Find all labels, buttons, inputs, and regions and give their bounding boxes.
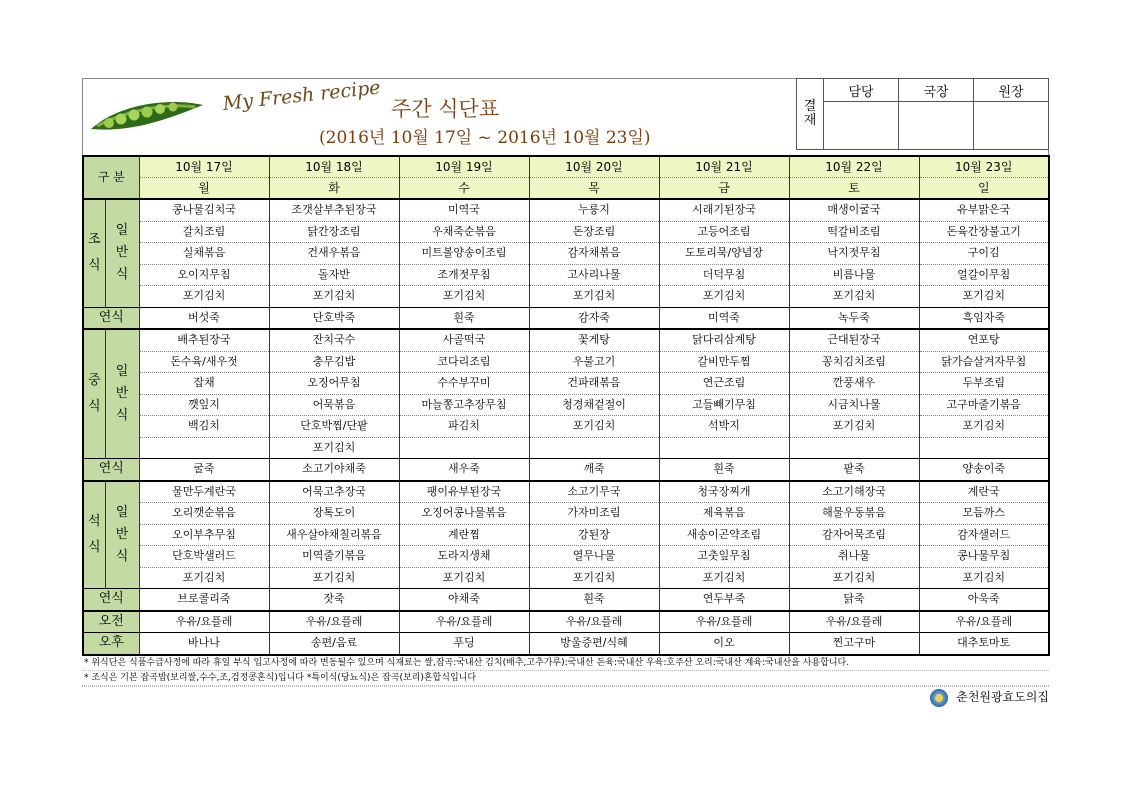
menu-item: 조갯살부추된장국 (269, 199, 399, 221)
menu-item: 실채볶음 (139, 243, 269, 265)
approval-role: 국장 (899, 79, 974, 102)
menu-item: 건파래볶음 (529, 373, 659, 395)
menu-item: 소고기무국 (529, 481, 659, 503)
menu-period: (2016년 10월 17일 ~ 2016년 10월 23일) (319, 128, 651, 148)
menu-item: 갈비만두찜 (659, 351, 789, 373)
menu-item: 포기김치 (789, 416, 919, 438)
meal-subtype: 일반식 (105, 481, 139, 589)
menu-item: 누룽지 (529, 199, 659, 221)
snack-item: 바나나 (139, 633, 269, 655)
menu-item: 돌자반 (269, 264, 399, 286)
menu-item: 낙지젓무침 (789, 243, 919, 265)
menu-item: 떡갈비조림 (789, 221, 919, 243)
category-header: 구 분 (83, 156, 139, 199)
menu-item: 취나물 (789, 546, 919, 568)
menu-item: 구이김 (919, 243, 1049, 265)
approval-label: 결 재 (797, 79, 824, 150)
menu-item: 고구마줄기볶음 (919, 394, 1049, 416)
menu-item: 새우살야채칠리볶음 (269, 524, 399, 546)
menu-item: 콩나물김치국 (139, 199, 269, 221)
menu-item: 미역국 (399, 199, 529, 221)
snack-item: 송편/음료 (269, 633, 399, 655)
menu-item: 도토리묵/양념장 (659, 243, 789, 265)
menu-item: 콩나물무침 (919, 546, 1049, 568)
menu-item: 포기김치 (919, 567, 1049, 589)
menu-item: 고춧잎무침 (659, 546, 789, 568)
menu-item: 오이부추무침 (139, 524, 269, 546)
menu-item: 고사리나물 (529, 264, 659, 286)
pea-pod-logo (87, 93, 207, 139)
soft-diet-item: 굴죽 (139, 459, 269, 481)
menu-item: 포기김치 (399, 567, 529, 589)
soft-diet-item: 미역죽 (659, 307, 789, 329)
note-line: * 위식단은 식품수급사정에 따라 휴일 부식 입고사정에 따라 변동될수 있으며 식재료는 쌀,잡곡:국내산 김치(배추,고추가루):국내산 돈육:국내산 우육:호주산 오리:국내산 계육:국내산을 사용합니다. (82, 656, 1049, 671)
approval-box (796, 78, 1049, 150)
menu-item: 코다리조림 (399, 351, 529, 373)
soft-diet-item: 양송이죽 (919, 459, 1049, 481)
snack-item: 찐고구마 (789, 633, 919, 655)
soft-diet-item: 흰죽 (659, 459, 789, 481)
menu-item: 제육볶음 (659, 503, 789, 525)
menu-item: 팽이유부된장국 (399, 481, 529, 503)
menu-item: 백김치 (139, 416, 269, 438)
soft-diet-item: 흰죽 (529, 589, 659, 611)
meal-name: 중식 (83, 329, 105, 459)
soft-diet-item: 단호박죽 (269, 307, 399, 329)
menu-item: 우불고기 (529, 351, 659, 373)
menu-item: 깐풍새우 (789, 373, 919, 395)
menu-item: 물만두계란국 (139, 481, 269, 503)
menu-item: 감자채볶음 (529, 243, 659, 265)
menu-item: 포기김치 (139, 286, 269, 308)
menu-item: 포기김치 (399, 286, 529, 308)
menu-item: 소고기해장국 (789, 481, 919, 503)
menu-item: 돈수육/새우젓 (139, 351, 269, 373)
menu-item: 미역줄기볶음 (269, 546, 399, 568)
day-date: 10월 19일 (399, 156, 529, 178)
org-name: 춘천원광효도의집 (956, 690, 1049, 704)
day-date: 10월 23일 (919, 156, 1049, 178)
menu-item: 파김치 (399, 416, 529, 438)
signature-cell[interactable] (974, 102, 1049, 150)
approval-role: 원장 (974, 79, 1049, 102)
menu-item: 장톡도이 (269, 503, 399, 525)
menu-item: 포기김치 (789, 567, 919, 589)
menu-item: 오리깻순볶음 (139, 503, 269, 525)
menu-item: 닭간장조림 (269, 221, 399, 243)
meal-name: 석식 (83, 481, 105, 589)
menu-item: 돈장조림 (529, 221, 659, 243)
day-date: 10월 17일 (139, 156, 269, 178)
day-weekday: 수 (399, 178, 529, 200)
menu-item: 고들빼기무침 (659, 394, 789, 416)
menu-item: 단호박찜/단팥 (269, 416, 399, 438)
menu-item: 계란국 (919, 481, 1049, 503)
soft-diet-label: 연식 (83, 589, 139, 611)
menu-item (529, 437, 659, 459)
day-date: 10월 18일 (269, 156, 399, 178)
menu-item: 조개젓무침 (399, 264, 529, 286)
menu-item: 도라지생채 (399, 546, 529, 568)
menu-item: 단호박샐러드 (139, 546, 269, 568)
menu-item (919, 437, 1049, 459)
menu-item: 마늘쫑고추장무침 (399, 394, 529, 416)
soft-diet-item: 흰죽 (399, 307, 529, 329)
menu-item: 닭가슴살겨자무침 (919, 351, 1049, 373)
menu-item: 꽃게탕 (529, 329, 659, 351)
menu-item: 석박지 (659, 416, 789, 438)
menu-item: 포기김치 (269, 567, 399, 589)
menu-item: 근대된장국 (789, 329, 919, 351)
menu-item (399, 437, 529, 459)
menu-item: 두부조림 (919, 373, 1049, 395)
menu-item: 포기김치 (529, 416, 659, 438)
notes (82, 656, 1049, 687)
menu-item: 시금치나물 (789, 394, 919, 416)
menu-item: 우채죽순볶음 (399, 221, 529, 243)
menu-item (659, 437, 789, 459)
day-date: 10월 20일 (529, 156, 659, 178)
day-weekday: 목 (529, 178, 659, 200)
menu-item: 계란찜 (399, 524, 529, 546)
menu-item: 돈육간장불고기 (919, 221, 1049, 243)
page-title: 주간 식단표 (391, 97, 500, 121)
menu-item: 포기김치 (269, 437, 399, 459)
menu-item: 사골떡국 (399, 329, 529, 351)
soft-diet-item: 녹두죽 (789, 307, 919, 329)
signature-cell[interactable] (824, 102, 899, 150)
menu-item: 오이지무침 (139, 264, 269, 286)
soft-diet-item: 감자죽 (529, 307, 659, 329)
menu-item: 비름나물 (789, 264, 919, 286)
menu-item (789, 437, 919, 459)
menu-item: 배추된장국 (139, 329, 269, 351)
menu-sheet (82, 76, 1049, 704)
menu-item: 포기김치 (919, 286, 1049, 308)
menu-item: 포기김치 (269, 286, 399, 308)
day-weekday: 토 (789, 178, 919, 200)
menu-item: 오징어무침 (269, 373, 399, 395)
menu-item: 열무나물 (529, 546, 659, 568)
org-logo-icon (930, 689, 948, 707)
menu-item: 수수부꾸미 (399, 373, 529, 395)
menu-item: 포기김치 (529, 567, 659, 589)
snack-item: 우유/요플레 (789, 611, 919, 633)
menu-item: 충무김밥 (269, 351, 399, 373)
sheet-header (82, 78, 1049, 155)
meal-subtype: 일반식 (105, 329, 139, 459)
snack-label: 오후 (83, 633, 139, 655)
soft-diet-item: 팥죽 (789, 459, 919, 481)
day-date: 10월 21일 (659, 156, 789, 178)
menu-item: 미트볼양송이조림 (399, 243, 529, 265)
soft-diet-label: 연식 (83, 307, 139, 329)
soft-diet-item: 닭죽 (789, 589, 919, 611)
signature-cell[interactable] (899, 102, 974, 150)
day-date: 10월 22일 (789, 156, 919, 178)
menu-item: 포기김치 (139, 567, 269, 589)
menu-item: 잔치국수 (269, 329, 399, 351)
menu-item: 청경채겉절이 (529, 394, 659, 416)
menu-item: 어묵고추장국 (269, 481, 399, 503)
menu-item: 매생이굴국 (789, 199, 919, 221)
snack-item: 우유/요플레 (919, 611, 1049, 633)
day-weekday: 월 (139, 178, 269, 200)
soft-diet-item: 연두부죽 (659, 589, 789, 611)
meal-name: 조식 (83, 199, 105, 307)
menu-item: 새송이곤약조림 (659, 524, 789, 546)
weekly-menu-table (82, 155, 1050, 656)
soft-diet-item: 새우죽 (399, 459, 529, 481)
menu-item: 갈치조림 (139, 221, 269, 243)
menu-item (139, 437, 269, 459)
menu-item: 깻잎지 (139, 394, 269, 416)
soft-diet-item: 흑임자죽 (919, 307, 1049, 329)
menu-item: 포기김치 (789, 286, 919, 308)
menu-item: 가자미조림 (529, 503, 659, 525)
day-weekday: 금 (659, 178, 789, 200)
snack-item: 이오 (659, 633, 789, 655)
snack-item: 푸딩 (399, 633, 529, 655)
soft-diet-item: 잣죽 (269, 589, 399, 611)
menu-item: 감자어묵조림 (789, 524, 919, 546)
menu-item: 청국장찌개 (659, 481, 789, 503)
menu-item: 모듬까스 (919, 503, 1049, 525)
menu-item: 감자샐러드 (919, 524, 1049, 546)
soft-diet-label: 연식 (83, 459, 139, 481)
soft-diet-item: 아욱죽 (919, 589, 1049, 611)
approval-role: 담당 (824, 79, 899, 102)
soft-diet-item: 깨죽 (529, 459, 659, 481)
menu-item: 포기김치 (659, 567, 789, 589)
snack-label: 오전 (83, 611, 139, 633)
menu-item: 닭다리삼계탕 (659, 329, 789, 351)
day-weekday: 화 (269, 178, 399, 200)
soft-diet-item: 야채죽 (399, 589, 529, 611)
menu-item: 포기김치 (919, 416, 1049, 438)
menu-item: 어묵볶음 (269, 394, 399, 416)
snack-item: 우유/요플레 (529, 611, 659, 633)
menu-item: 연포탕 (919, 329, 1049, 351)
menu-item: 포기김치 (659, 286, 789, 308)
snack-item: 우유/요플레 (399, 611, 529, 633)
snack-item: 방울증편/식혜 (529, 633, 659, 655)
menu-item: 더덕무침 (659, 264, 789, 286)
menu-item: 얼갈이무침 (919, 264, 1049, 286)
menu-item: 시래기된장국 (659, 199, 789, 221)
snack-item: 대추토마토 (919, 633, 1049, 655)
soft-diet-item: 버섯죽 (139, 307, 269, 329)
snack-item: 우유/요플레 (269, 611, 399, 633)
brand-text: My Fresh recipe (221, 76, 382, 115)
note-line: * 조식은 기본 잡곡밥(보리쌀,수수,조,검정콩혼식)입니다 *특이식(당뇨식)은 잡곡(보리)혼합식입니다 (82, 671, 1049, 686)
soft-diet-item: 브로콜리죽 (139, 589, 269, 611)
menu-item: 연근조림 (659, 373, 789, 395)
snack-item: 우유/요플레 (139, 611, 269, 633)
menu-item: 해물우동볶음 (789, 503, 919, 525)
meal-subtype: 일반식 (105, 199, 139, 307)
menu-item: 잡채 (139, 373, 269, 395)
menu-item: 고등어조림 (659, 221, 789, 243)
menu-item: 포기김치 (529, 286, 659, 308)
menu-item: 꽁치김치조림 (789, 351, 919, 373)
menu-item: 강된장 (529, 524, 659, 546)
org-footer (930, 688, 1049, 707)
menu-item: 오징어콩나물볶음 (399, 503, 529, 525)
day-weekday: 일 (919, 178, 1049, 200)
menu-item: 건새우볶음 (269, 243, 399, 265)
menu-item: 유부맑은국 (919, 199, 1049, 221)
soft-diet-item: 소고기야채죽 (269, 459, 399, 481)
snack-item: 우유/요플레 (659, 611, 789, 633)
